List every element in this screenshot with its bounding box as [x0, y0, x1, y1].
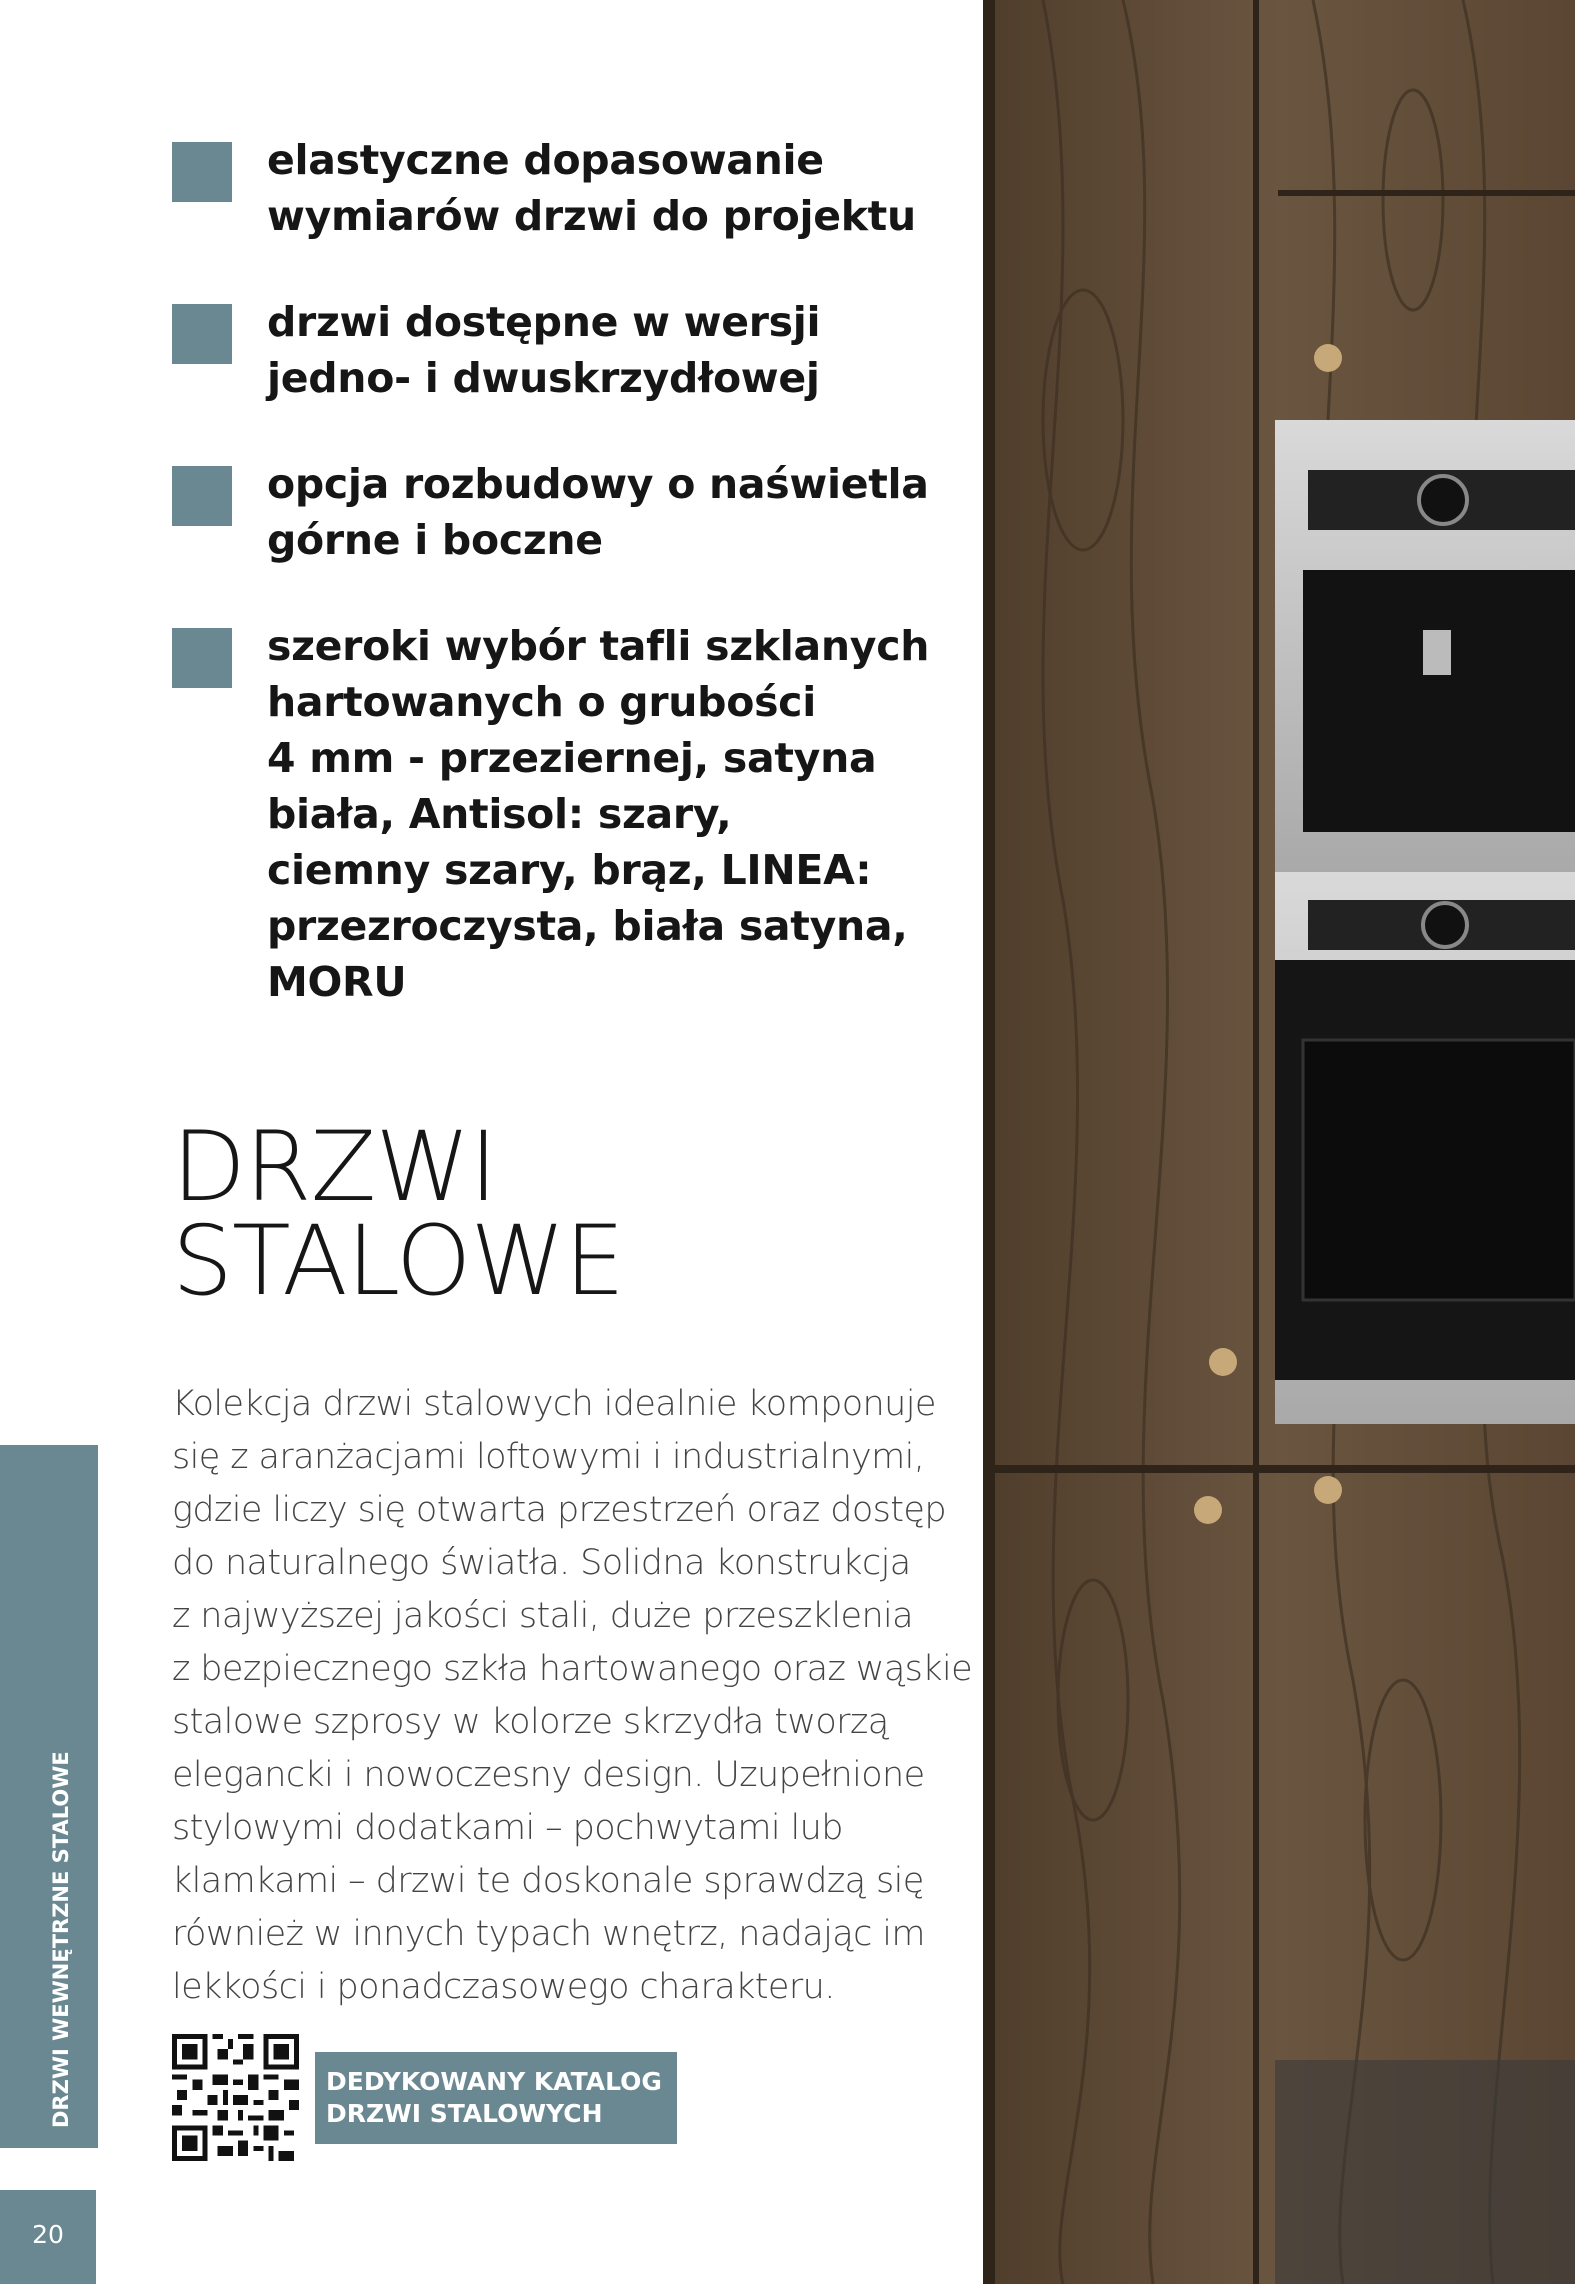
section-title: DRZWI STALOWE: [172, 1111, 624, 1317]
feature-text: szeroki wybór tafli szklanych hartowanych o grubości 4 mm - przeziernej, satyna biała, Antisol: szary, ciemny szary, brąz, LINEA: przezroczysta, biała satyna, MORU: [267, 622, 930, 1006]
catalog-link-button[interactable]: DEDYKOWANY KATALOG DRZWI STALOWYCH: [315, 2052, 677, 2144]
feature-item: [172, 132, 972, 244]
sidebar-tab-label: DRZWI WEWNĘTRZNE STALOWE: [49, 1751, 73, 2128]
square-bullet-icon: [172, 142, 232, 202]
qr-code-icon[interactable]: [172, 2034, 299, 2161]
square-bullet-icon: [172, 304, 232, 364]
feature-text: opcja rozbudowy o naświetla górne i boczne: [267, 460, 929, 564]
feature-item: [172, 618, 972, 1010]
feature-item: [172, 456, 972, 568]
feature-text: drzwi dostępne w wersji jedno- i dwuskrzydłowej: [267, 298, 821, 402]
kitchen-cabinet-photo: [983, 0, 1575, 2284]
square-bullet-icon: [172, 466, 232, 526]
page-number: 20: [32, 2220, 64, 2249]
feature-item: [172, 294, 972, 406]
square-bullet-icon: [172, 628, 232, 688]
description-paragraph: Kolekcja drzwi stalowych idealnie komponuje się z aranżacjami loftowymi i industrialnymi, gdzie liczy się otwarta przestrzeń oraz dostęp do naturalnego światła. Solidna konstrukcja z najwyższej jakości stali, duże przeszklenia z bezpiecznego szkła hartowanego oraz wąskie stalowe szprosy w kolorze skrzydła tworzą elegancki i nowoczesny design. Uzupełnione stylowymi dodatkami – pochwytami lub klamkami – drzwi te doskonale sprawdzą się również w innych typach wnętrz, nadając im lekkości i ponadczasowego charakteru.: [172, 1384, 973, 2007]
page-number-box: [0, 2190, 96, 2284]
feature-list: [172, 132, 972, 1060]
sidebar-tab: [0, 1445, 98, 2148]
feature-text: elastyczne dopasowanie wymiarów drzwi do projektu: [267, 136, 916, 240]
